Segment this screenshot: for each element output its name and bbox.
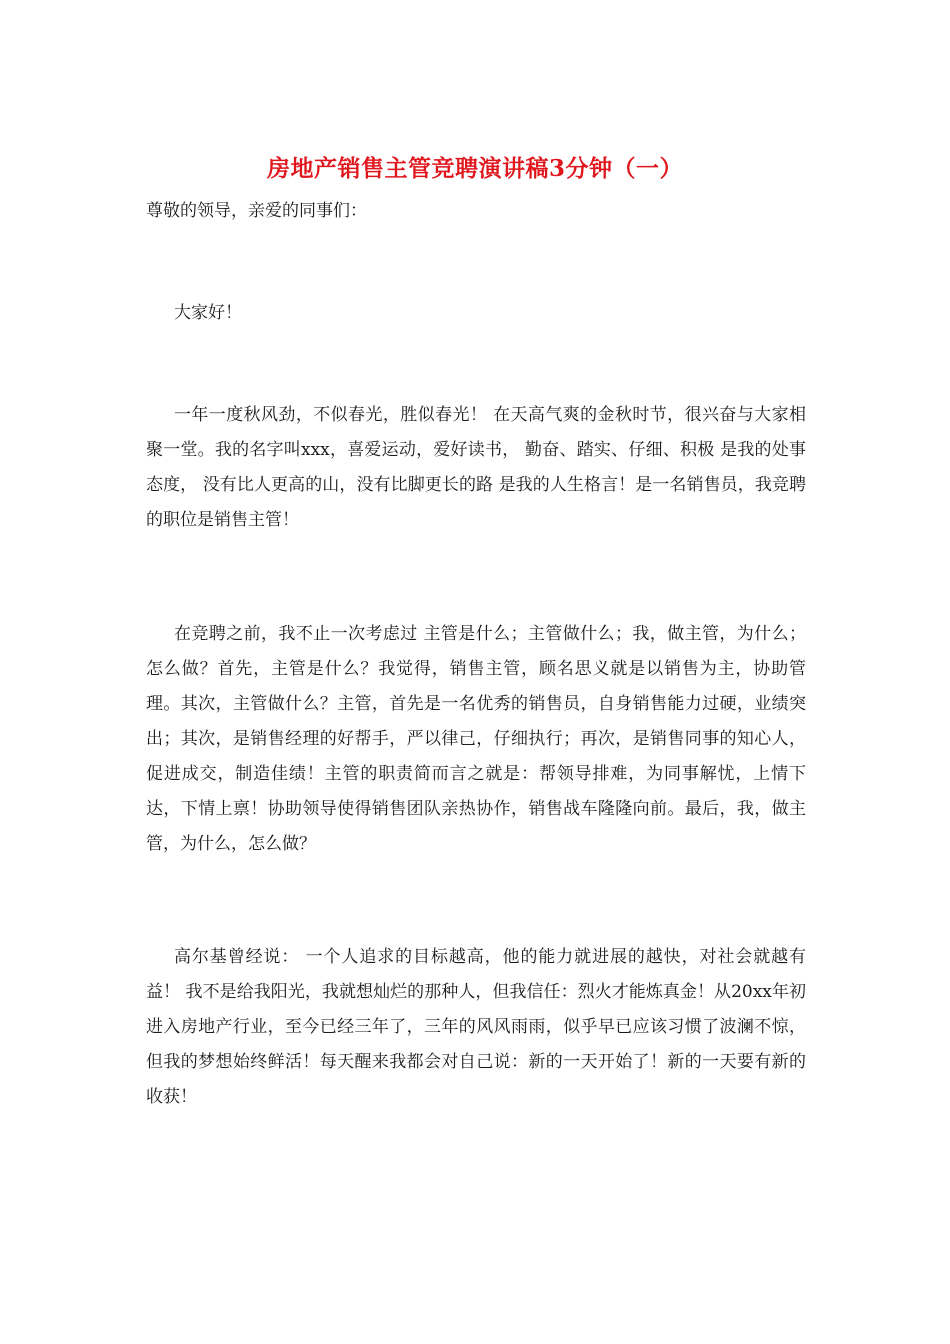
paragraph-motivation: 高尔基曾经说： 一个人追求的目标越高，他的能力就进展的越快，对社会就越有益！ 我不是给我阳光，我就想灿烂的那种人，但我信任：烈火才能炼真金！从20xx年初进入房地产行业，至今已经三年了，三年的风风雨雨，似乎早已应该习惯了波澜不惊，但我的梦想始终鲜活！每天醒来我都会对自己说：新的一天开始了！新的一天要有新的收获！ (146, 947, 806, 1107)
paragraph-role: 在竞聘之前，我不止一次考虑过 主管是什么；主管做什么；我，做主管，为什么；怎么做？首先，主管是什么？我觉得，销售主管，顾名思义就是以销售为主，协助管理。其次，主管做什么？主管，首先是一名优秀的销售员，自身销售能力过硬，业绩突出；其次，是销售经理的好帮手，严以律己，仔细执行；再次，是销售同事的知心人，促进成交，制造佳绩！主管的职责简而言之就是：帮领导排难，为同事解忧，上情下达，下情上禀！协助领导使得销售团队亲热协作，销售战车隆隆向前。最后，我，做主管，为什么，怎么做？ (146, 624, 806, 854)
document-title: 房地产销售主管竞聘演讲稿3分钟（一） (266, 155, 683, 182)
paragraph-intro: 一年一度秋风劲，不似春光，胜似春光！ 在天高气爽的金秋时节，很兴奋与大家相聚一堂。我的名字叫xxx，喜爱运动，爱好读书， 勤奋、踏实、仔细、积极 是我的处事态度， 没有比人更高的山，没有比脚更长的路 是我的人生格言！是一名销售员，我竞聘的职位是销售主管！ (146, 405, 806, 530)
salutation: 尊敬的领导，亲爱的同事们： (146, 201, 367, 221)
greeting-paragraph: 大家好！ (174, 303, 242, 323)
